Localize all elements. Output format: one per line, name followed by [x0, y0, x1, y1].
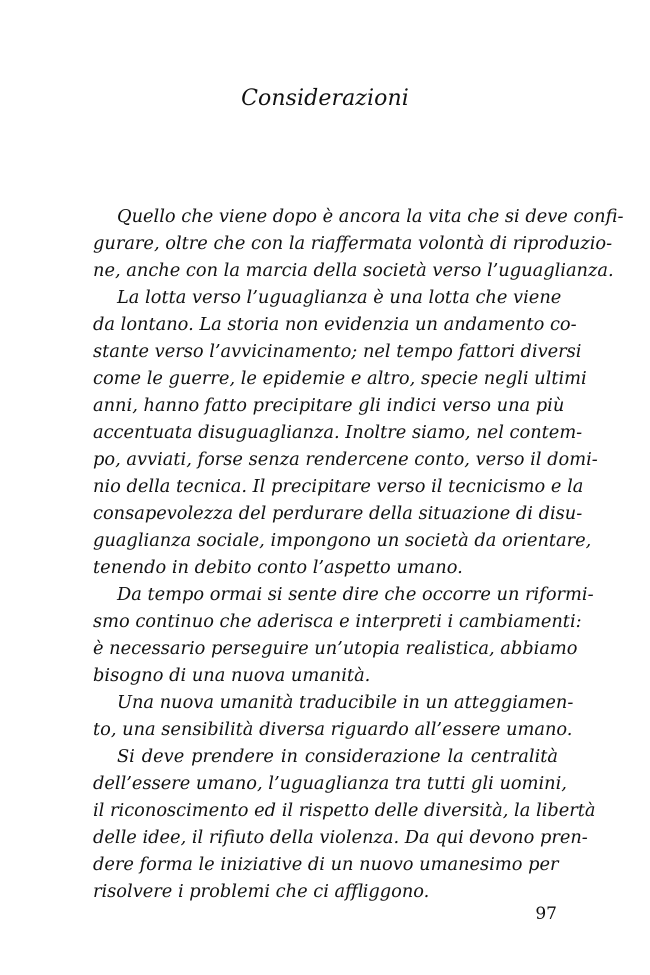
text-line: gurare, oltre che con la riaffermata volontà di riproduzio-	[93, 233, 613, 254]
text-line: to, una sensibilità diversa riguardo all’essere umano.	[93, 719, 573, 740]
text-line: accentuata disuguaglianza. Inoltre siamo, nel contem-	[93, 422, 583, 443]
chapter-title: Considerazioni	[241, 86, 409, 111]
text-line: stante verso l’avvicinamento; nel tempo fattori diversi	[93, 341, 582, 362]
text-line: ne, anche con la marcia della società verso l’uguaglianza.	[93, 260, 614, 281]
text-line: consapevolezza del perdurare della situazione di disu-	[93, 503, 583, 524]
text-line: dere forma le iniziative di un nuovo umanesimo per	[93, 854, 559, 875]
page-number: 97	[535, 904, 557, 924]
text-line: Si deve prendere in considerazione la centralità	[117, 746, 558, 767]
text-line: Quello che viene dopo è ancora la vita che si deve confi-	[117, 206, 624, 227]
text-line: tenendo in debito conto l’aspetto umano.	[93, 557, 463, 578]
paragraph-2	[93, 284, 598, 581]
text-line: anni, hanno fatto precipitare gli indici verso una più	[93, 395, 565, 416]
text-line: da lontano. La storia non evidenzia un andamento co-	[93, 314, 577, 335]
text-line: La lotta verso l’uguaglianza è una lotta che viene	[117, 287, 562, 308]
text-line: dell’essere umano, l’uguaglianza tra tutti gli uomini,	[93, 773, 567, 794]
text-line: delle idee, il rifiuto della violenza. Da qui devono pren-	[93, 827, 588, 848]
text-line: Una nuova umanità traducibile in un atteggiamen-	[117, 692, 574, 713]
text-line: po, avviati, forse senza rendercene conto, verso il domi-	[93, 449, 598, 470]
text-line: come le guerre, le epidemie e altro, specie negli ultimi	[93, 368, 587, 389]
paragraph-4	[93, 689, 574, 743]
text-line: bisogno di una nuova umanità.	[93, 665, 371, 686]
paragraph-3	[93, 581, 594, 689]
text-line: guaglianza sociale, impongono un società da orientare,	[93, 530, 592, 551]
paragraph-5	[93, 743, 596, 905]
text-line: nio della tecnica. Il precipitare verso il tecnicismo e la	[93, 476, 584, 497]
body-text	[93, 203, 624, 905]
text-line: Da tempo ormai si sente dire che occorre un riformi-	[117, 584, 594, 605]
text-line: è necessario perseguire un’utopia realistica, abbiamo	[93, 638, 578, 659]
paragraph-1	[93, 203, 624, 284]
text-line: risolvere i problemi che ci affliggono.	[93, 881, 430, 902]
text-line: smo continuo che aderisca e interpreti i cambiamenti:	[93, 611, 582, 632]
text-line: il riconoscimento ed il rispetto delle diversità, la libertà	[93, 800, 596, 821]
